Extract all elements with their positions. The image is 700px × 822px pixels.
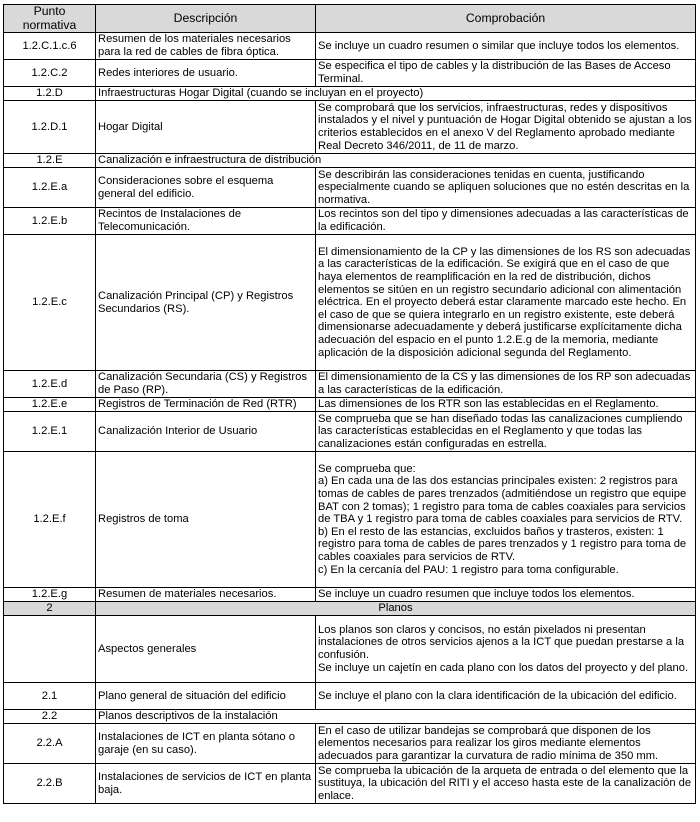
row-code: 1.2.C.2 bbox=[4, 60, 96, 87]
row-description: Plano general de situación del edificio bbox=[96, 683, 316, 710]
section-code: 2 bbox=[4, 602, 96, 616]
row-code: 2.2 bbox=[4, 710, 96, 724]
column-header-code: Punto normativa bbox=[4, 5, 96, 33]
row-description: Canalización Principal (CP) y Registros Secundarios (RS). bbox=[96, 235, 316, 371]
verification-table bbox=[3, 4, 696, 804]
row-code: 1.2.E.1 bbox=[4, 412, 96, 452]
row-code: 2.2.B bbox=[4, 764, 96, 804]
row-description: Resumen de los materiales necesarios para la red de cables de fibra óptica. bbox=[96, 33, 316, 60]
row-description: Instalaciones de servicios de ICT en planta baja. bbox=[96, 764, 316, 804]
row-code: 2.2.A bbox=[4, 724, 96, 764]
group-row bbox=[4, 87, 696, 101]
row-code bbox=[4, 616, 96, 683]
row-check: Los planos son claros y concisos, no están pixelados ni presentan instalaciones de otros servicios ajenos a la ICT que puedan prestarse a la confusión. Se incluye un cajetín en cada plano con los datos del proyecto y del plano. bbox=[316, 616, 696, 683]
row-check: Se especifica el tipo de cables y la distribución de las Bases de Acceso Terminal. bbox=[316, 60, 696, 87]
row-check: Se comprobará que los servicios, infraestructuras, redes y dispositivos instalados y el nivel y puntuación de Hogar Digital obtenido se ajustan a los criterios establecidos en el anexo V del Reglamento aprobado mediante Real Decreto 346/2011, de 11 de marzo. bbox=[316, 101, 696, 154]
table-row bbox=[4, 371, 696, 398]
table-row bbox=[4, 33, 696, 60]
table-row bbox=[4, 724, 696, 764]
row-check: Las dimensiones de los RTR son las establecidas en el Reglamento. bbox=[316, 398, 696, 412]
table-row bbox=[4, 588, 696, 602]
row-check: Se incluye un cuadro resumen o similar que incluye todos los elementos. bbox=[316, 33, 696, 60]
column-header-description: Descripción bbox=[96, 5, 316, 33]
row-description: Canalización Interior de Usuario bbox=[96, 412, 316, 452]
section-row bbox=[4, 602, 696, 616]
group-row bbox=[4, 710, 696, 724]
row-description: Resumen de materiales necesarios. bbox=[96, 588, 316, 602]
table-row bbox=[4, 235, 696, 371]
row-check: Se comprueba que: a) En cada una de las dos estancias principales existen: 2 registros para tomas de cables de pares trenzados (admitiéndose un registro que equipe BAT con 2 tomas); 1 registro para toma de cables coaxiales para servicios de TBA y 1 registro para toma de cables coaxiales para servicios de RTV. b) En el resto de las estancias, excluidos baños y trasteros, existen: 1 registro para toma de cables de pares trenzados y 1 registro para toma de cables coaxiales para servicios de RTV. c) En la cercanía del PAU: 1 registro para toma configurable. bbox=[316, 452, 696, 588]
table-row bbox=[4, 412, 696, 452]
row-code: 1.2.E.c bbox=[4, 235, 96, 371]
row-code: 1.2.D bbox=[4, 87, 96, 101]
row-code: 1.2.E.g bbox=[4, 588, 96, 602]
table-row bbox=[4, 60, 696, 87]
group-row bbox=[4, 154, 696, 168]
table-row bbox=[4, 208, 696, 235]
table-row bbox=[4, 616, 696, 683]
row-description: Aspectos generales bbox=[96, 616, 316, 683]
row-code: 1.2.E.b bbox=[4, 208, 96, 235]
row-description: Registros de toma bbox=[96, 452, 316, 588]
row-check: Se incluye el plano con la clara identificación de la ubicación del edificio. bbox=[316, 683, 696, 710]
row-check: En el caso de utilizar bandejas se comprobará que disponen de los elementos necesarios para realizar los giros mediante elementos adecuados para garantizar la curvatura de radio mínima de 350 mm. bbox=[316, 724, 696, 764]
row-check: Se describirán las consideraciones tenidas en cuenta, justificando especialmente cuando se apliquen soluciones que no estén descritas en la normativa. bbox=[316, 168, 696, 208]
section-title: Planos bbox=[96, 602, 696, 616]
group-title: Planos descriptivos de la instalación bbox=[96, 710, 696, 724]
row-description: Registros de Terminación de Red (RTR) bbox=[96, 398, 316, 412]
row-code: 1.2.E bbox=[4, 154, 96, 168]
row-check: Se incluye un cuadro resumen que incluye todos los elementos. bbox=[316, 588, 696, 602]
table-row bbox=[4, 764, 696, 804]
row-code: 1.2.E.d bbox=[4, 371, 96, 398]
row-description: Instalaciones de ICT en planta sótano o garaje (en su caso). bbox=[96, 724, 316, 764]
column-header-check: Comprobación bbox=[316, 5, 696, 33]
table-row bbox=[4, 101, 696, 154]
row-description: Canalización Secundaria (CS) y Registros de Paso (RP). bbox=[96, 371, 316, 398]
row-check: Se comprueba la ubicación de la arqueta de entrada o del elemento que la sustituya, la ubicación del RITI y el acceso hasta este de la canalización de enlace. bbox=[316, 764, 696, 804]
group-title: Infraestructuras Hogar Digital (cuando se incluyan en el proyecto) bbox=[96, 87, 696, 101]
row-description: Redes interiores de usuario. bbox=[96, 60, 316, 87]
row-code: 1.2.E.e bbox=[4, 398, 96, 412]
group-title: Canalización e infraestructura de distribución bbox=[96, 154, 696, 168]
row-check: El dimensionamiento de la CS y las dimensiones de los RP son adecuadas a las características de la edificación. bbox=[316, 371, 696, 398]
row-check: Se comprueba que se han diseñado todas las canalizaciones cumpliendo las características establecidas en el Reglamento y que todas las canalizaciones están configuradas en estrella. bbox=[316, 412, 696, 452]
row-check: El dimensionamiento de la CP y las dimensiones de los RS son adecuadas a las características de la edificación. Se exigirá que en el caso de que haya elementos de reamplificación en la red de distribución, dichos elementos se sitúen en un registro secundario adicional con alimentación eléctrica. En el proyecto deberá estar claramente marcado este hecho. En el caso de que se quiera integrarlo en un registro existente, este deberá dimensionarse adecuadamente y deberá justificarse explícitamente dicha adecuación del espacio en el punto 1.2.E.g de la memoria, mediante aplicación de la disposición adicional segunda del Reglamento. bbox=[316, 235, 696, 371]
row-description: Consideraciones sobre el esquema general del edificio. bbox=[96, 168, 316, 208]
table-row bbox=[4, 683, 696, 710]
row-description: Recintos de Instalaciones de Telecomunicación. bbox=[96, 208, 316, 235]
row-description: Hogar Digital bbox=[96, 101, 316, 154]
row-code: 1.2.C.1.c.6 bbox=[4, 33, 96, 60]
row-check: Los recintos son del tipo y dimensiones adecuadas a las características de la edificación. bbox=[316, 208, 696, 235]
table-header-row bbox=[4, 5, 696, 33]
table-row bbox=[4, 398, 696, 412]
table-row bbox=[4, 452, 696, 588]
row-code: 1.2.E.f bbox=[4, 452, 96, 588]
row-code: 1.2.D.1 bbox=[4, 101, 96, 154]
row-code: 2.1 bbox=[4, 683, 96, 710]
table-row bbox=[4, 168, 696, 208]
row-code: 1.2.E.a bbox=[4, 168, 96, 208]
